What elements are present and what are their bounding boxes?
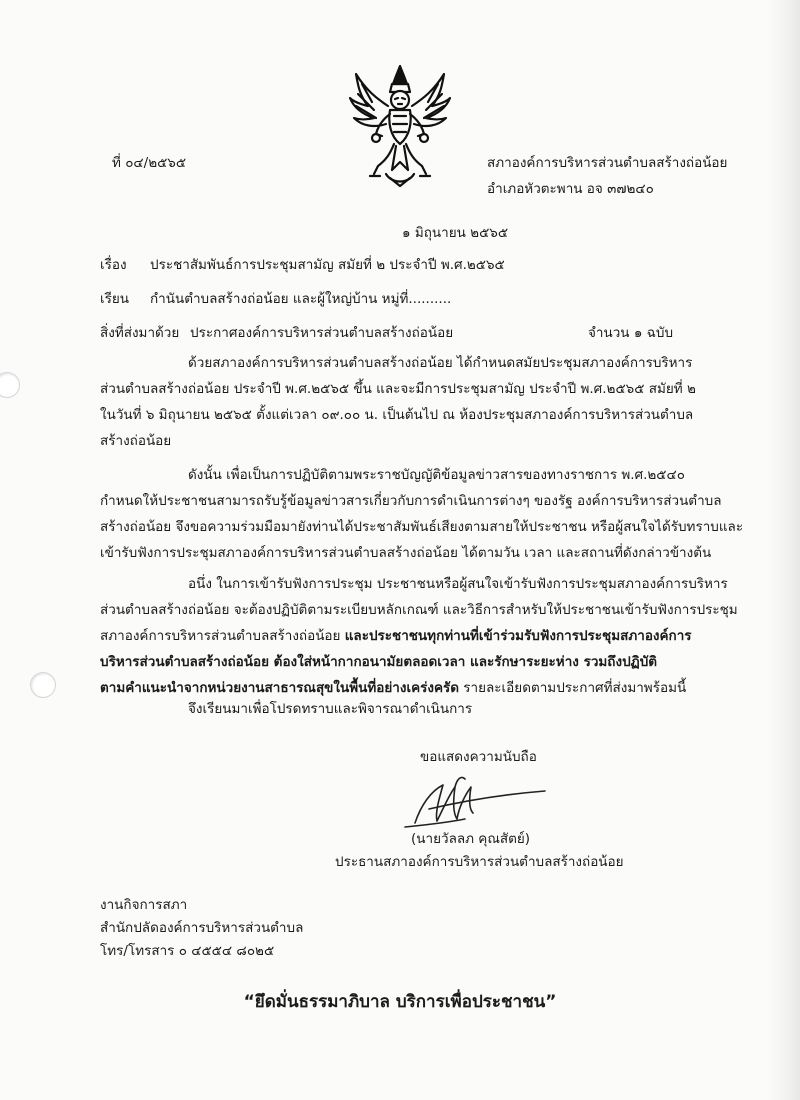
- paragraph-line: กำหนดให้ประชาชนสามารถรับรู้ข้อมูลข่าวสารเกี่ยวกับการดำเนินการต่างๆ ของรัฐ องค์การบริหารส่วนตำบล: [100, 493, 722, 509]
- doc-number: ที่ ๐๔/๒๕๖๕: [112, 155, 187, 171]
- paragraph-line: สร้างถ่อน้อย: [100, 433, 172, 449]
- closing-request: จึงเรียนมาเพื่อโปรดทราบและพิจารณาดำเนินการ: [188, 701, 473, 717]
- paragraph-line: ด้วยสภาองค์การบริหารส่วนตำบลสร้างถ่อน้อย ได้กำหนดสมัยประชุมสภาองค์การบริหาร: [188, 355, 693, 371]
- paragraph-2: [100, 462, 743, 566]
- paragraph-line: ส่วนตำบลสร้างถ่อน้อย จะต้องปฏิบัติตามระเบียบหลักเกณฑ์ และวิธีการสำหรับให้ประชาชนเข้ารับฟังการประชุม: [100, 602, 738, 618]
- page-edge-shadow: [768, 0, 800, 1100]
- footer-dept: งานกิจการสภา: [100, 897, 188, 913]
- signer-position: ประธานสภาองค์การบริหารส่วนตำบลสร้างถ่อน้อย: [335, 854, 624, 870]
- footer-phone: โทร/โทรสาร ๐ ๔๕๕๔ ๘๐๒๕: [100, 943, 275, 959]
- garuda-emblem-icon: [346, 62, 454, 188]
- paragraph-line: เข้ารับฟังการประชุมสภาองค์การบริหารส่วนตำบลสร้างถ่อน้อย ได้ตามวัน เวลา และสถานที่ดังกล่าวข้างต้น: [100, 545, 712, 561]
- paragraph-1: [100, 350, 696, 454]
- subject-text: ประชาสัมพันธ์การประชุมสามัญ สมัยที่ ๒ ประจำปี พ.ศ.๒๕๖๕: [150, 257, 505, 273]
- paragraph-line: สร้างถ่อน้อย จึงขอความร่วมมือมายังท่านได้ประชาสัมพันธ์เสียงตามสายให้ประชาชน หรือผู้สนใจได้รับทราบและ: [100, 519, 744, 535]
- motto: “ยึดมั่นธรรมาภิบาล บริการเพื่อประชาชน”: [243, 992, 557, 1012]
- paragraph-emphasis-line: บริหารส่วนตำบลสร้างถ่อน้อย ต้องใส่หน้ากากอนามัยตลอดเวลา และรักษาระยะห่าง รวมถึงปฏิบัติ: [100, 654, 658, 670]
- paragraph-line: ส่วนตำบลสร้างถ่อน้อย ประจำปี พ.ศ.๒๕๖๕ ขึ้น และจะมีการประชุมสามัญ ประจำปี พ.ศ.๒๕๖๕ สมัยที่ ๒: [100, 381, 696, 397]
- signer-name: (นายวัลลภ คุณสัตย์): [411, 831, 531, 847]
- paragraph-line: [100, 623, 738, 649]
- paragraph-line: ในวันที่ ๖ มิถุนายน ๒๕๖๕ ตั้งแต่เวลา ๐๙.๐๐ น. เป็นต้นไป ณ ห้องประชุมสภาองค์การบริหารส่วนตำบล: [100, 407, 694, 423]
- letter-date: ๑ มิถุนายน ๒๕๖๕: [402, 225, 509, 241]
- paragraph-text: รายละเอียดตามประกาศที่ส่งมาพร้อมนี้: [459, 680, 687, 696]
- paragraph-emphasis: และประชาชนทุกท่านที่เข้าร่วมรับฟังการประชุมสภาองค์การ: [344, 628, 692, 644]
- paragraph-emphasis: ตามคำแนะนำจากหน่วยงานสาธารณสุขในพื้นที่อย่างเคร่งครัด: [100, 680, 459, 696]
- paragraph-3: [100, 571, 738, 701]
- handwritten-signature: [395, 765, 555, 835]
- paragraph-text: สภาองค์การบริหารส่วนตำบลสร้างถ่อน้อย: [100, 628, 345, 644]
- paragraph-line: อนึ่ง ในการเข้ารับฟังการประชุม ประชาชนหรือผู้สนใจเข้ารับฟังการประชุมสภาองค์การบริหาร: [188, 576, 728, 592]
- punch-hole-top: [0, 372, 20, 398]
- to-text: กำนันตำบลสร้างถ่อน้อย และผู้ใหญ่บ้าน หมู่ที่..........: [150, 291, 452, 307]
- enclosure-label: สิ่งที่ส่งมาด้วย: [100, 325, 180, 341]
- enclosure-count: จำนวน ๑ ฉบับ: [588, 325, 674, 341]
- regards-text: ขอแสดงความนับถือ: [420, 749, 537, 765]
- subject-label: เรื่อง: [100, 257, 127, 273]
- footer-office: สำนักปลัดองค์การบริหารส่วนตำบล: [100, 920, 304, 936]
- paragraph-line: ดังนั้น เพื่อเป็นการปฏิบัติตามพระราชบัญญัติข้อมูลข่าวสารของทางราชการ พ.ศ.๒๕๔๐: [188, 467, 685, 483]
- org-address: อำเภอหัวตะพาน อจ ๓๗๒๔๐: [487, 181, 654, 197]
- paragraph-line: [100, 675, 738, 701]
- org-name: สภาองค์การบริหารส่วนตำบลสร้างถ่อน้อย: [487, 155, 728, 171]
- enclosure-text: ประกาศองค์การบริหารส่วนตำบลสร้างถ่อน้อย: [190, 325, 454, 341]
- to-label: เรียน: [100, 291, 130, 307]
- punch-hole-bottom: [30, 672, 56, 698]
